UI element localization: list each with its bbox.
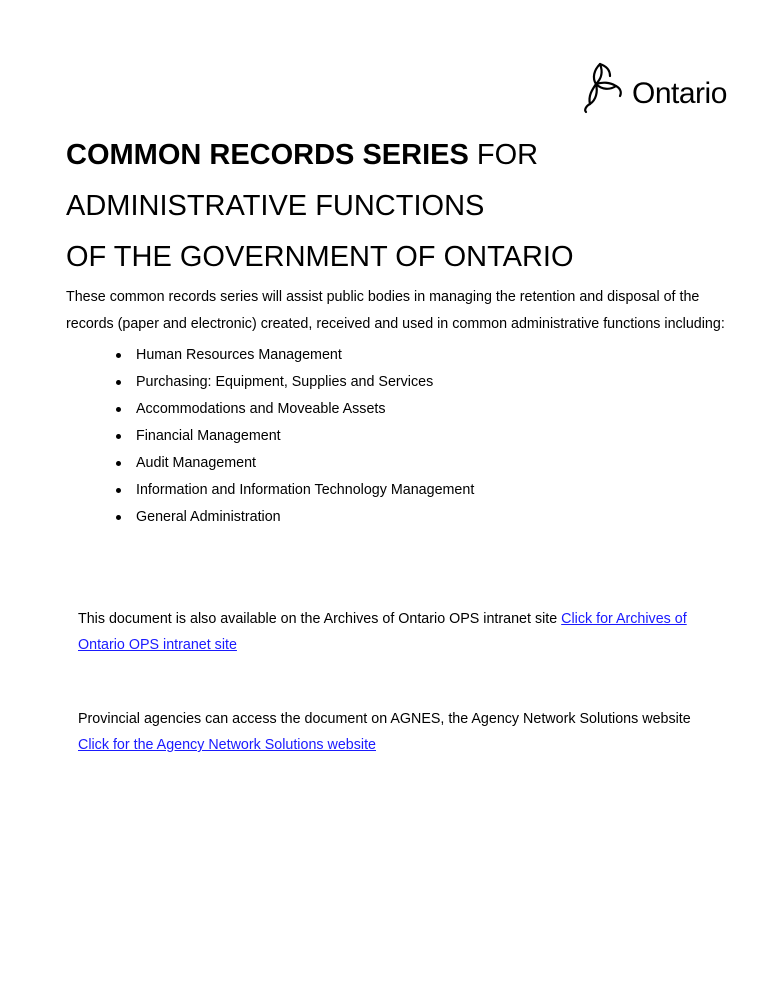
functions-list [116, 342, 474, 531]
list-item [116, 477, 474, 504]
archives-text: This document is also available on the Archives of Ontario OPS intranet site [78, 611, 562, 627]
bullet-icon [116, 353, 121, 358]
intro-paragraph: These common records series will assist public bodies in managing the retention and disposal of the records (paper and electronic) created, received and used in common administrative functions including: [66, 289, 725, 332]
list-item-label: Audit Management [136, 455, 257, 471]
bullet-icon [116, 380, 121, 385]
document-title [66, 130, 726, 283]
title-bold: COMMON RECORDS SERIES [66, 139, 469, 171]
list-item [116, 342, 474, 369]
bullet-icon [116, 407, 121, 412]
list-item [116, 369, 474, 396]
agnes-text: Provincial agencies can access the document on AGNES, the Agency Network Solutions website [78, 711, 691, 727]
list-item-label: Information and Information Technology Management [136, 482, 475, 498]
list-item [116, 423, 474, 450]
list-item-label: Accommodations and Moveable Assets [136, 401, 386, 417]
bullet-icon [116, 488, 121, 493]
archives-link[interactable]: Click for Archives of Ontario OPS intranet site [78, 611, 687, 653]
bullet-icon [116, 434, 121, 439]
list-item-label: General Administration [136, 509, 281, 525]
list-item-label: Human Resources Management [136, 347, 342, 363]
ontario-logo [580, 60, 730, 116]
list-item [116, 450, 474, 477]
bullet-icon [116, 461, 121, 466]
list-item-label: Purchasing: Equipment, Supplies and Services [136, 374, 434, 390]
agnes-link[interactable]: Click for the Agency Network Solutions website [78, 737, 376, 753]
agnes-paragraph [78, 706, 718, 758]
title-line-1-rest: FOR [468, 139, 539, 171]
title-line-2: ADMINISTRATIVE FUNCTIONS [66, 190, 485, 222]
list-item [116, 396, 474, 423]
ontario-trillium-icon [580, 60, 632, 116]
list-item-label: Financial Management [136, 428, 281, 444]
bullet-icon [116, 515, 121, 520]
archives-paragraph [78, 606, 718, 658]
title-line-1 [66, 130, 726, 181]
title-line-3: OF THE GOVERNMENT OF ONTARIO [66, 241, 574, 273]
ontario-wordmark: Ontario [632, 77, 727, 110]
list-item [116, 504, 474, 531]
